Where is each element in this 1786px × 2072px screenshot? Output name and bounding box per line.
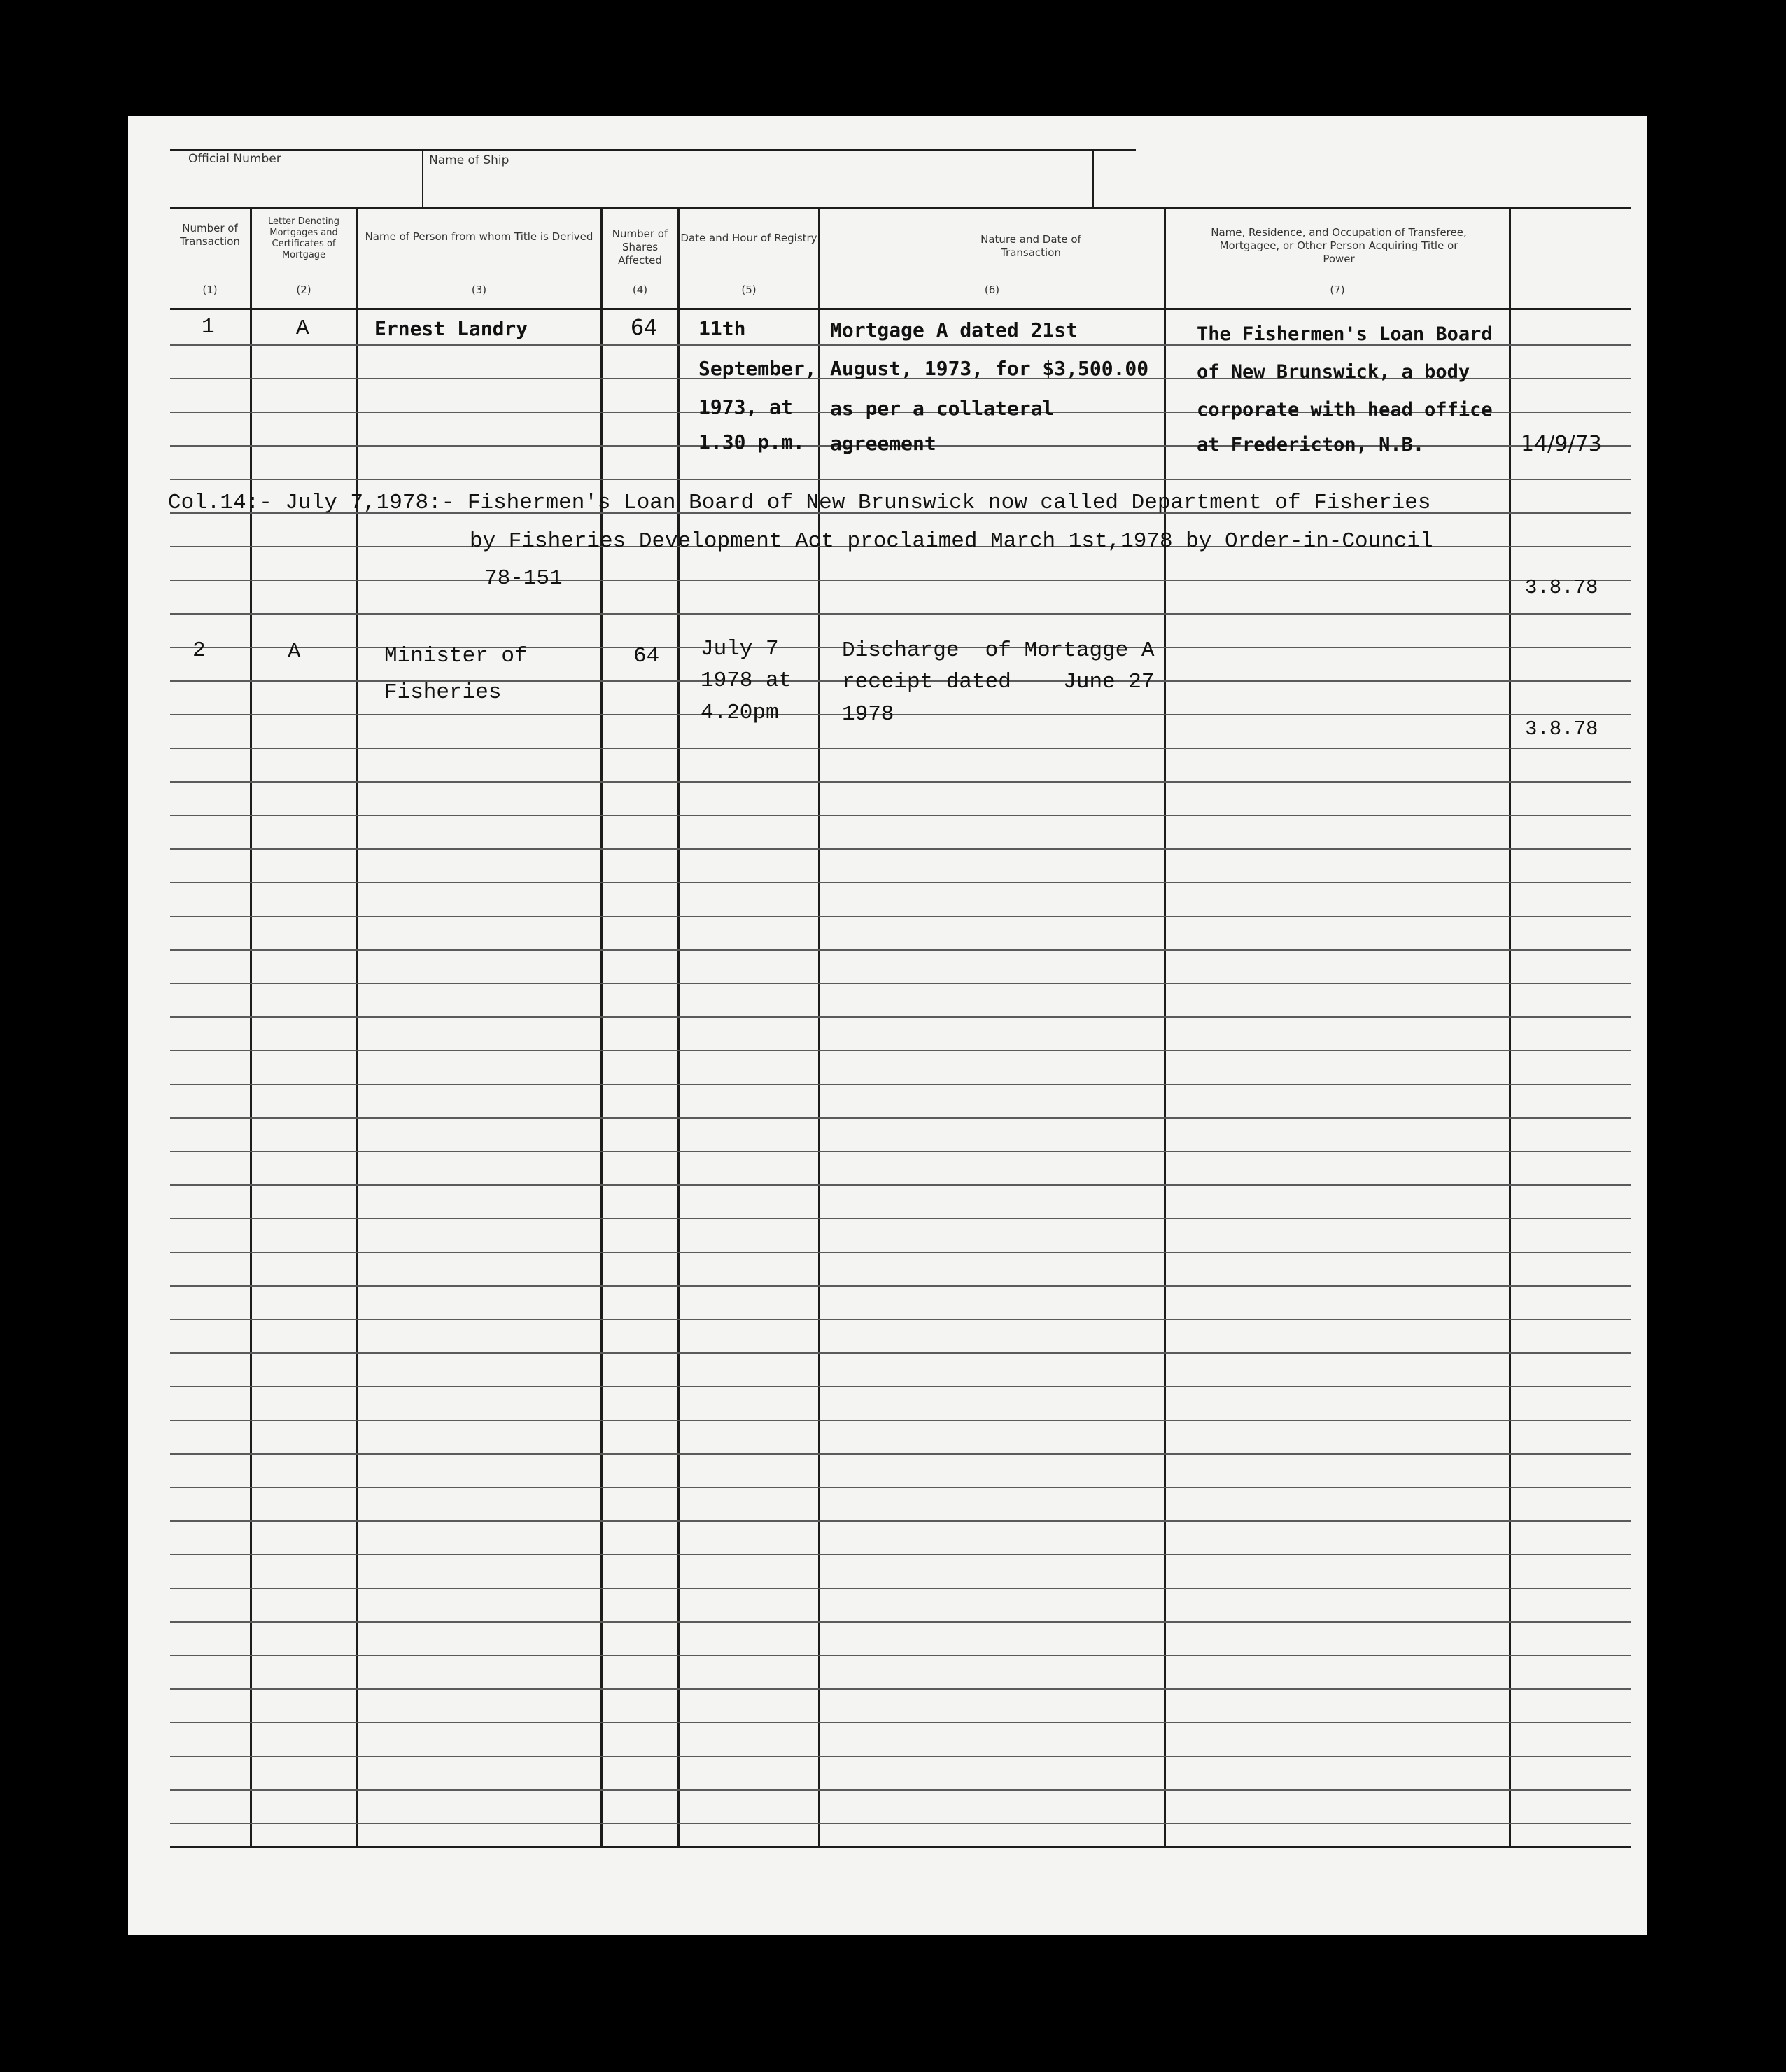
ruled-line — [170, 1520, 1631, 1522]
col-3-header: Name of Person from whom Title is Derived — [365, 230, 593, 243]
entry-2-number: 2 — [192, 638, 206, 663]
col-divider-4 — [677, 206, 680, 1848]
col-1-number: (1) — [202, 284, 218, 296]
entry-1-transferee-line-2: of New Brunswick, a body — [1197, 361, 1470, 383]
column-header-top-rule — [170, 206, 1631, 209]
col-divider-7 — [1509, 206, 1511, 1848]
ruled-line — [170, 1084, 1631, 1085]
ruled-line — [170, 1352, 1631, 1354]
ship-name-label: Name of Ship — [429, 153, 509, 167]
ruled-line — [170, 748, 1631, 749]
ruled-line — [170, 1218, 1631, 1219]
ruled-line — [170, 1386, 1631, 1387]
entry-2-shares: 64 — [633, 644, 660, 668]
entry-2-letter: A — [288, 640, 301, 664]
ruled-line — [170, 781, 1631, 783]
ruled-line — [170, 916, 1631, 917]
col-6-number: (6) — [984, 284, 1000, 296]
entry-2-registry-line-2: 1978 at — [701, 668, 792, 693]
header-box-divider — [422, 149, 423, 206]
entry-1-shares: 64 — [631, 316, 658, 340]
column-header-bottom-rule — [170, 308, 1631, 310]
col-3-number: (3) — [471, 284, 487, 296]
entry-1-margin-date: 14/9/73 — [1521, 432, 1602, 456]
col-divider-1 — [250, 206, 252, 1848]
note-line-1: Col.14:- July 7,1978:- Fishermen's Loan Board of New Brunswick now called Department of Fisheries — [168, 491, 1431, 515]
col-divider-3 — [600, 206, 603, 1848]
ruled-line — [170, 1420, 1631, 1421]
entry-1-registry-line-3: 1973, at — [698, 396, 793, 419]
ruled-line — [170, 1319, 1631, 1320]
ruled-line — [170, 1285, 1631, 1287]
ruled-line — [170, 1789, 1631, 1791]
ruled-line — [170, 848, 1631, 850]
entry-2-from-person-line-1: Minister of — [384, 644, 528, 668]
ruled-line — [170, 1050, 1631, 1051]
entry-1-registry-line-4: 1.30 p.m. — [698, 430, 805, 454]
ruled-line — [170, 1016, 1631, 1018]
entry-2-from-person-line-2: Fisheries — [384, 680, 502, 705]
ruled-line — [170, 714, 1631, 715]
entry-1-transferee-line-3: corporate with head office — [1197, 399, 1493, 421]
entry-1-transferee-line-1: The Fishermen's Loan Board — [1197, 323, 1493, 345]
ruled-line — [170, 1688, 1631, 1690]
entry-1-nature-line-2: August, 1973, for $3,500.00 — [830, 357, 1149, 380]
note-line-2: by Fisheries Development Act proclaimed March 1st,1978 by Order-in-Council — [470, 529, 1433, 554]
header-top-rule — [170, 149, 1136, 150]
header-box-right-edge — [1092, 149, 1094, 206]
entry-2-registry-line-1: July 7 — [701, 637, 779, 662]
entry-1-nature-line-1: Mortgage A dated 21st — [830, 318, 1078, 342]
ruled-line — [170, 1554, 1631, 1555]
entry-1-transferee-line-4: at Fredericton, N.B. — [1197, 434, 1425, 456]
entry-1-registry-line-1: 11th — [698, 317, 746, 340]
col-5-header: Date and Hour of Registry — [680, 232, 817, 244]
entry-2-nature-line-3: 1978 — [842, 702, 894, 727]
entry-1-from-person: Ernest Landry — [374, 317, 528, 340]
entry-1-number: 1 — [202, 315, 215, 340]
col-2-header: Letter Denoting Mortgages and Certificates of Mortgage — [267, 216, 340, 260]
note-margin-date: 3.8.78 — [1525, 576, 1598, 599]
entry-2-registry-line-3: 4.20pm — [701, 701, 779, 725]
col-divider-5 — [818, 206, 820, 1848]
col-7-header: Name, Residence, and Occupation of Transferee, Mortgagee, or Other Person Acquiring Title or Power — [1211, 226, 1467, 265]
ruled-line — [170, 1756, 1631, 1757]
ruled-line — [170, 1184, 1631, 1186]
ruled-line — [170, 1151, 1631, 1152]
ruled-line — [170, 882, 1631, 883]
ruled-line — [170, 1823, 1631, 1824]
ruled-line — [170, 983, 1631, 984]
table-bottom-rule — [170, 1846, 1631, 1848]
ruled-line — [170, 479, 1631, 480]
entry-1-nature-line-3: as per a collateral — [830, 397, 1055, 420]
col-1-header: Number of Transaction — [180, 222, 240, 248]
ruled-line — [170, 613, 1631, 615]
col-4-header: Number of Shares Affected — [612, 227, 668, 267]
col-2-number: (2) — [296, 284, 311, 296]
col-5-number: (5) — [741, 284, 757, 296]
entry-1-registry-line-2: September, — [698, 357, 817, 380]
ruled-line — [170, 580, 1631, 581]
col-7-number: (7) — [1330, 284, 1345, 296]
entry-1-nature-line-4: agreement — [830, 432, 936, 455]
ruled-line — [170, 1588, 1631, 1589]
col-4-number: (4) — [632, 284, 648, 296]
ruled-line — [170, 1117, 1631, 1119]
ruled-line — [170, 1453, 1631, 1455]
ruled-line — [170, 949, 1631, 951]
entry-1-letter: A — [296, 316, 309, 341]
entry-2-nature-line-1: Discharge of Mortagge A — [842, 638, 1155, 663]
register-page — [128, 115, 1647, 1935]
entry-2-margin-date: 3.8.78 — [1525, 718, 1598, 741]
ruled-line — [170, 1722, 1631, 1723]
ruled-line — [170, 1487, 1631, 1488]
col-divider-2 — [356, 206, 358, 1848]
ruled-line — [170, 815, 1631, 816]
ruled-line — [170, 1655, 1631, 1656]
ruled-line — [170, 1252, 1631, 1253]
ruled-line — [170, 1621, 1631, 1623]
note-line-3: 78-151 — [484, 566, 563, 591]
entry-2-nature-line-2: receipt dated June 27 — [842, 670, 1155, 694]
col-6-header: Nature and Date of Transaction — [980, 233, 1081, 259]
official-number-label: Official Number — [188, 152, 281, 166]
col-divider-6 — [1164, 206, 1166, 1848]
